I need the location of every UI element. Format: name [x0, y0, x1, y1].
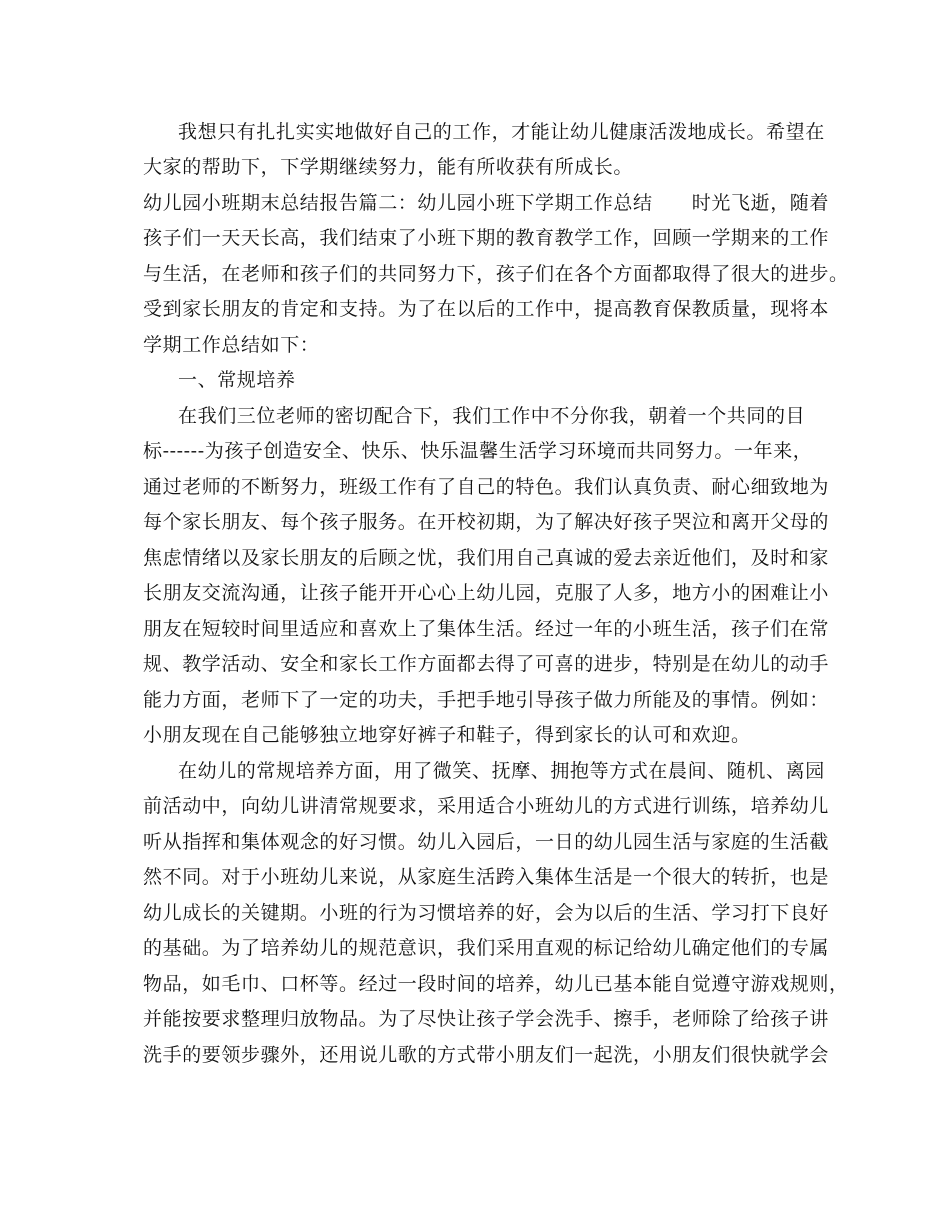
text-line: 物品，如毛巾、口杯等。经过一段时间的培养，幼儿已基本能自觉遵守游戏规则，	[143, 973, 849, 995]
text-line: 听从指挥和集体观念的好习惯。幼儿入园后，一日的幼儿园生活与家庭的生活截	[143, 831, 830, 853]
text-line: 我想只有扎扎实实地做好自己的工作，才能让幼儿健康活泼地成长。希望在	[178, 121, 825, 143]
section-heading: 一、常规培养	[178, 369, 296, 391]
text-line: 然不同。对于小班幼儿来说，从家庭生活跨入集体生活是一个很大的转折，也是	[143, 866, 830, 888]
text-line: 大家的帮助下，下学期继续努力，能有所收获有所成长。	[143, 156, 634, 178]
text-line: 在我们三位老师的密切配合下，我们工作中不分你我，朝着一个共同的目	[178, 405, 806, 427]
text-line: 幼儿成长的关键期。小班的行为习惯培养的好，会为以后的生活、学习打下良好	[143, 902, 830, 924]
text-line: 朋友在短较时间里适应和喜欢上了集体生活。经过一年的小班生活，孩子们在常	[143, 618, 830, 640]
text-line: 规、教学活动、安全和家长工作方面都去得了可喜的进步，特别是在幼儿的动手	[143, 653, 830, 675]
text-line: 洗手的要领步骤外，还用说儿歌的方式带小朋友们一起洗，小朋友们很快就学会	[143, 1044, 830, 1066]
text-line: 通过老师的不断努力，班级工作有了自己的特色。我们认真负责、耐心细致地为	[143, 476, 830, 498]
text-line: 在幼儿的常规培养方面，用了微笑、抚摩、拥抱等方式在晨间、随机、离园	[178, 760, 825, 782]
text-line: 长朋友交流沟通，让孩子能开开心心上幼儿园，克服了人多，地方小的困难让小	[143, 582, 830, 604]
text-line: 的基础。为了培养幼儿的规范意识，我们采用直观的标记给幼儿确定他们的专属	[143, 937, 830, 959]
text-line: 受到家长朋友的肯定和支持。为了在以后的工作中，提高教育保教质量，现将本	[143, 298, 830, 320]
text-line: 小朋友现在自己能够独立地穿好裤子和鞋子，得到家长的认可和欢迎。	[143, 724, 751, 746]
text-line: 与生活，在老师和孩子们的共同努力下，孩子们在各个方面都取得了很大的进步。	[143, 263, 849, 285]
text-line: 学期工作总结如下：	[143, 334, 320, 356]
text-line: 幼儿园小班期末总结报告篇二：幼儿园小班下学期工作总结 时光飞逝，随着	[143, 192, 830, 214]
text-line: 焦虑情绪以及家长朋友的后顾之忧，我们用自己真诚的爱去亲近他们，及时和家	[143, 547, 830, 569]
text-line: 并能按要求整理归放物品。为了尽快让孩子学会洗手、擦手，老师除了给孩子讲	[143, 1008, 830, 1030]
text-line: 前活动中，向幼儿讲清常规要求，采用适合小班幼儿的方式进行训练，培养幼儿	[143, 795, 830, 817]
text-line: 孩子们一天天长高，我们结束了小班下期的教育教学工作，回顾一学期来的工作	[143, 227, 830, 249]
text-line: 每个家长朋友、每个孩子服务。在开校初期，为了解决好孩子哭泣和离开父母的	[143, 511, 830, 533]
text-line: 标------为孩子创造安全、快乐、快乐温馨生活学习环境而共同努力。一年来，	[143, 440, 813, 462]
text-line: 能力方面，老师下了一定的功夫，手把手地引导孩子做力所能及的事情。例如：	[143, 689, 830, 711]
